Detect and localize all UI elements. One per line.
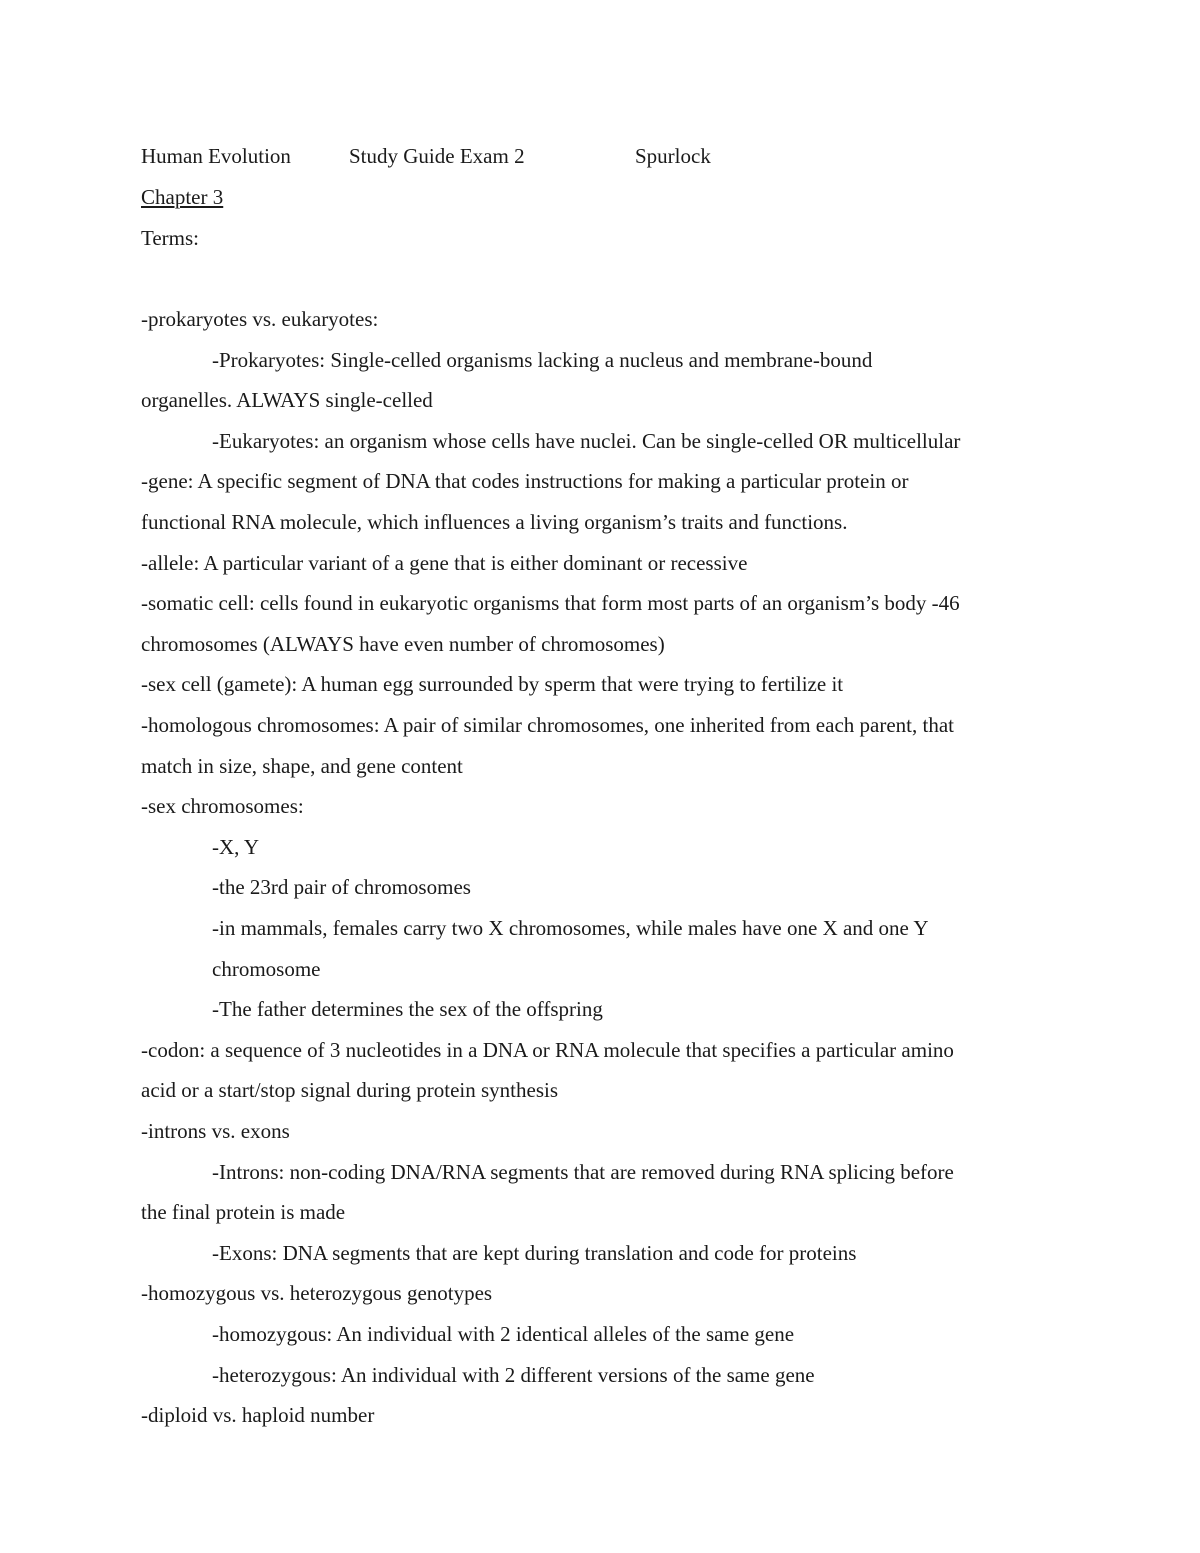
text-line: -Eukaryotes: an organism whose cells have nuclei. Can be single-celled OR multicellular xyxy=(212,429,961,453)
text-line: organelles. ALWAYS single-celled xyxy=(141,388,433,412)
text-line: chromosome xyxy=(212,957,321,981)
text-line: -sex chromosomes: xyxy=(141,794,304,818)
text-line: -diploid vs. haploid number xyxy=(141,1403,375,1427)
text-line: -homozygous: An individual with 2 identical alleles of the same gene xyxy=(212,1322,795,1346)
text-line: acid or a start/stop signal during protein synthesis xyxy=(141,1078,559,1102)
terms-label: Terms: xyxy=(141,226,200,250)
text-line: -Exons: DNA segments that are kept during translation and code for proteins xyxy=(212,1241,857,1265)
text-line: -gene: A specific segment of DNA that codes instructions for making a particular protein or xyxy=(141,469,909,493)
text-line: -heterozygous: An individual with 2 different versions of the same gene xyxy=(212,1363,815,1387)
text-line: -allele: A particular variant of a gene that is either dominant or recessive xyxy=(141,551,748,575)
text-line: chromosomes (ALWAYS have even number of chromosomes) xyxy=(141,632,665,656)
text-line: -Introns: non-coding DNA/RNA segments that are removed during RNA splicing before xyxy=(212,1160,954,1184)
document-title: Study Guide Exam 2 xyxy=(349,144,525,168)
text-line: match in size, shape, and gene content xyxy=(141,754,463,778)
instructor-name: Spurlock xyxy=(635,144,711,168)
course-title: Human Evolution xyxy=(141,144,291,168)
text-line: -in mammals, females carry two X chromosomes, while males have one X and one Y xyxy=(212,916,929,940)
text-line: functional RNA molecule, which influences a living organism’s traits and functions. xyxy=(141,510,848,534)
text-line: -somatic cell: cells found in eukaryotic organisms that form most parts of an organism’s body -46 xyxy=(141,591,960,615)
text-line: -homologous chromosomes: A pair of similar chromosomes, one inherited from each parent, that xyxy=(141,713,954,737)
text-line: -Prokaryotes: Single-celled organisms lacking a nucleus and membrane-bound xyxy=(212,348,873,372)
text-line: -prokaryotes vs. eukaryotes: xyxy=(141,307,379,331)
text-line: -the 23rd pair of chromosomes xyxy=(212,875,471,899)
text-line: -introns vs. exons xyxy=(141,1119,290,1143)
text-line: -X, Y xyxy=(212,835,260,859)
text-line: -sex cell (gamete): A human egg surrounded by sperm that were trying to fertilize it xyxy=(141,672,844,696)
text-line: -codon: a sequence of 3 nucleotides in a DNA or RNA molecule that specifies a particular amino xyxy=(141,1038,954,1062)
header-line xyxy=(141,143,1041,169)
chapter-heading: Chapter 3 xyxy=(141,185,224,209)
text-line: the final protein is made xyxy=(141,1200,346,1224)
text-line: -homozygous vs. heterozygous genotypes xyxy=(141,1281,493,1305)
text-line: -The father determines the sex of the offspring xyxy=(212,997,603,1021)
